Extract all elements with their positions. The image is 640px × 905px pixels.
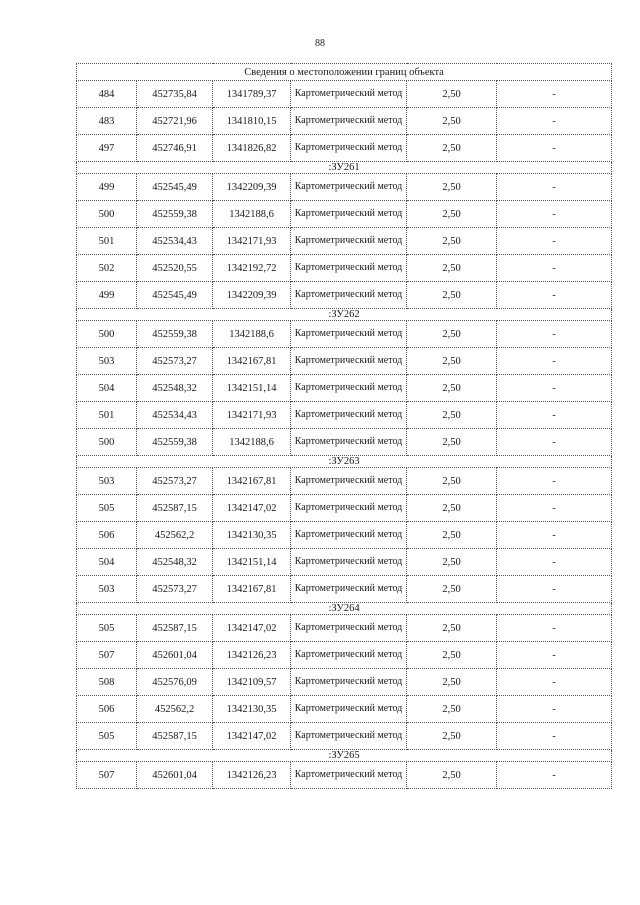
method-cell: Картометрический метод: [291, 495, 407, 522]
x-coordinate-cell: 452601,04: [137, 762, 213, 789]
y-coordinate-cell: 1342209,39: [213, 174, 291, 201]
x-coordinate-cell: 452520,55: [137, 255, 213, 282]
description-cell: -: [497, 549, 612, 576]
description-cell: -: [497, 762, 612, 789]
x-coordinate-cell: 452545,49: [137, 282, 213, 309]
boundary-coordinates-table: [76, 63, 612, 789]
point-number-cell: 505: [77, 615, 137, 642]
y-coordinate-cell: 1342192,72: [213, 255, 291, 282]
description-cell: -: [497, 201, 612, 228]
y-coordinate-cell: 1342130,35: [213, 696, 291, 723]
table-row: [77, 762, 612, 789]
section-row: [77, 750, 612, 762]
method-cell: Картометрический метод: [291, 522, 407, 549]
point-number-cell: 499: [77, 282, 137, 309]
point-number-cell: 505: [77, 495, 137, 522]
accuracy-cell: 2,50: [407, 108, 497, 135]
accuracy-cell: 2,50: [407, 576, 497, 603]
point-number-cell: 506: [77, 522, 137, 549]
x-coordinate-cell: 452534,43: [137, 228, 213, 255]
point-number-cell: 504: [77, 549, 137, 576]
table-row: [77, 549, 612, 576]
method-cell: Картометрический метод: [291, 762, 407, 789]
method-cell: Картометрический метод: [291, 81, 407, 108]
table-row: [77, 321, 612, 348]
method-cell: Картометрический метод: [291, 576, 407, 603]
accuracy-cell: 2,50: [407, 174, 497, 201]
point-number-cell: 501: [77, 402, 137, 429]
y-coordinate-cell: 1342167,81: [213, 348, 291, 375]
point-number-cell: 505: [77, 723, 137, 750]
table-row: [77, 696, 612, 723]
point-number-cell: 497: [77, 135, 137, 162]
table-row: [77, 81, 612, 108]
y-coordinate-cell: 1342167,81: [213, 468, 291, 495]
table-row: [77, 228, 612, 255]
x-coordinate-cell: 452576,09: [137, 669, 213, 696]
section-row: [77, 309, 612, 321]
x-coordinate-cell: 452559,38: [137, 429, 213, 456]
table-row: [77, 669, 612, 696]
table-row: [77, 429, 612, 456]
description-cell: -: [497, 348, 612, 375]
description-cell: -: [497, 375, 612, 402]
method-cell: Картометрический метод: [291, 282, 407, 309]
point-number-cell: 508: [77, 669, 137, 696]
description-cell: -: [497, 723, 612, 750]
section-title: :ЗУ262: [77, 309, 612, 321]
y-coordinate-cell: 1342147,02: [213, 723, 291, 750]
point-number-cell: 501: [77, 228, 137, 255]
method-cell: Картометрический метод: [291, 321, 407, 348]
table-caption: Сведения о местоположении границ объекта: [77, 64, 612, 81]
accuracy-cell: 2,50: [407, 228, 497, 255]
description-cell: -: [497, 669, 612, 696]
y-coordinate-cell: 1342151,14: [213, 375, 291, 402]
table-row: [77, 255, 612, 282]
x-coordinate-cell: 452721,96: [137, 108, 213, 135]
page-number: 88: [315, 38, 325, 49]
accuracy-cell: 2,50: [407, 615, 497, 642]
accuracy-cell: 2,50: [407, 468, 497, 495]
point-number-cell: 484: [77, 81, 137, 108]
accuracy-cell: 2,50: [407, 723, 497, 750]
section-title: :ЗУ265: [77, 750, 612, 762]
x-coordinate-cell: 452573,27: [137, 576, 213, 603]
y-coordinate-cell: 1342151,14: [213, 549, 291, 576]
point-number-cell: 502: [77, 255, 137, 282]
method-cell: Картометрический метод: [291, 669, 407, 696]
x-coordinate-cell: 452587,15: [137, 723, 213, 750]
y-coordinate-cell: 1341826,82: [213, 135, 291, 162]
x-coordinate-cell: 452587,15: [137, 615, 213, 642]
method-cell: Картометрический метод: [291, 642, 407, 669]
point-number-cell: 499: [77, 174, 137, 201]
y-coordinate-cell: 1341810,15: [213, 108, 291, 135]
description-cell: -: [497, 468, 612, 495]
accuracy-cell: 2,50: [407, 549, 497, 576]
y-coordinate-cell: 1342188,6: [213, 201, 291, 228]
description-cell: -: [497, 576, 612, 603]
x-coordinate-cell: 452735,84: [137, 81, 213, 108]
accuracy-cell: 2,50: [407, 522, 497, 549]
x-coordinate-cell: 452534,43: [137, 402, 213, 429]
y-coordinate-cell: 1342171,93: [213, 228, 291, 255]
x-coordinate-cell: 452573,27: [137, 348, 213, 375]
method-cell: Картометрический метод: [291, 615, 407, 642]
accuracy-cell: 2,50: [407, 348, 497, 375]
accuracy-cell: 2,50: [407, 762, 497, 789]
table-row: [77, 495, 612, 522]
table-row: [77, 522, 612, 549]
table-row: [77, 576, 612, 603]
description-cell: -: [497, 642, 612, 669]
section-title: :ЗУ263: [77, 456, 612, 468]
description-cell: -: [497, 255, 612, 282]
x-coordinate-cell: 452601,04: [137, 642, 213, 669]
description-cell: -: [497, 522, 612, 549]
accuracy-cell: 2,50: [407, 429, 497, 456]
x-coordinate-cell: 452548,32: [137, 549, 213, 576]
y-coordinate-cell: 1342130,35: [213, 522, 291, 549]
point-number-cell: 503: [77, 468, 137, 495]
accuracy-cell: 2,50: [407, 321, 497, 348]
accuracy-cell: 2,50: [407, 375, 497, 402]
point-number-cell: 507: [77, 762, 137, 789]
y-coordinate-cell: 1341789,37: [213, 81, 291, 108]
method-cell: Картометрический метод: [291, 348, 407, 375]
method-cell: Картометрический метод: [291, 174, 407, 201]
method-cell: Картометрический метод: [291, 228, 407, 255]
point-number-cell: 503: [77, 576, 137, 603]
table-row: [77, 375, 612, 402]
description-cell: -: [497, 228, 612, 255]
point-number-cell: 500: [77, 429, 137, 456]
section-row: [77, 162, 612, 174]
table-row: [77, 723, 612, 750]
method-cell: Картометрический метод: [291, 375, 407, 402]
x-coordinate-cell: 452573,27: [137, 468, 213, 495]
method-cell: Картометрический метод: [291, 402, 407, 429]
description-cell: -: [497, 615, 612, 642]
description-cell: -: [497, 402, 612, 429]
y-coordinate-cell: 1342167,81: [213, 576, 291, 603]
section-row: [77, 603, 612, 615]
description-cell: -: [497, 696, 612, 723]
x-coordinate-cell: 452548,32: [137, 375, 213, 402]
method-cell: Картометрический метод: [291, 723, 407, 750]
x-coordinate-cell: 452545,49: [137, 174, 213, 201]
method-cell: Картометрический метод: [291, 549, 407, 576]
y-coordinate-cell: 1342171,93: [213, 402, 291, 429]
description-cell: -: [497, 495, 612, 522]
accuracy-cell: 2,50: [407, 255, 497, 282]
method-cell: Картометрический метод: [291, 201, 407, 228]
table-row: [77, 468, 612, 495]
description-cell: -: [497, 108, 612, 135]
description-cell: -: [497, 282, 612, 309]
method-cell: Картометрический метод: [291, 108, 407, 135]
table-row: [77, 642, 612, 669]
description-cell: -: [497, 429, 612, 456]
point-number-cell: 506: [77, 696, 137, 723]
accuracy-cell: 2,50: [407, 495, 497, 522]
method-cell: Картометрический метод: [291, 429, 407, 456]
point-number-cell: 507: [77, 642, 137, 669]
point-number-cell: 483: [77, 108, 137, 135]
accuracy-cell: 2,50: [407, 402, 497, 429]
y-coordinate-cell: 1342147,02: [213, 615, 291, 642]
method-cell: Картометрический метод: [291, 255, 407, 282]
x-coordinate-cell: 452562,2: [137, 696, 213, 723]
point-number-cell: 503: [77, 348, 137, 375]
section-row: [77, 456, 612, 468]
table-row: [77, 174, 612, 201]
description-cell: -: [497, 321, 612, 348]
table-row: [77, 201, 612, 228]
point-number-cell: 504: [77, 375, 137, 402]
section-title: :ЗУ261: [77, 162, 612, 174]
x-coordinate-cell: 452746,91: [137, 135, 213, 162]
description-cell: -: [497, 174, 612, 201]
y-coordinate-cell: 1342109,57: [213, 669, 291, 696]
y-coordinate-cell: 1342147,02: [213, 495, 291, 522]
table-row: [77, 615, 612, 642]
table-row: [77, 108, 612, 135]
x-coordinate-cell: 452562,2: [137, 522, 213, 549]
table-row: [77, 402, 612, 429]
y-coordinate-cell: 1342126,23: [213, 642, 291, 669]
x-coordinate-cell: 452559,38: [137, 201, 213, 228]
accuracy-cell: 2,50: [407, 135, 497, 162]
point-number-cell: 500: [77, 201, 137, 228]
table-caption-row: [77, 64, 612, 81]
y-coordinate-cell: 1342188,6: [213, 429, 291, 456]
table-row: [77, 135, 612, 162]
table-row: [77, 348, 612, 375]
accuracy-cell: 2,50: [407, 642, 497, 669]
description-cell: -: [497, 81, 612, 108]
table-row: [77, 282, 612, 309]
accuracy-cell: 2,50: [407, 282, 497, 309]
method-cell: Картометрический метод: [291, 696, 407, 723]
y-coordinate-cell: 1342209,39: [213, 282, 291, 309]
accuracy-cell: 2,50: [407, 201, 497, 228]
description-cell: -: [497, 135, 612, 162]
point-number-cell: 500: [77, 321, 137, 348]
y-coordinate-cell: 1342126,23: [213, 762, 291, 789]
method-cell: Картометрический метод: [291, 135, 407, 162]
section-title: :ЗУ264: [77, 603, 612, 615]
accuracy-cell: 2,50: [407, 81, 497, 108]
x-coordinate-cell: 452587,15: [137, 495, 213, 522]
accuracy-cell: 2,50: [407, 696, 497, 723]
method-cell: Картометрический метод: [291, 468, 407, 495]
x-coordinate-cell: 452559,38: [137, 321, 213, 348]
y-coordinate-cell: 1342188,6: [213, 321, 291, 348]
accuracy-cell: 2,50: [407, 669, 497, 696]
